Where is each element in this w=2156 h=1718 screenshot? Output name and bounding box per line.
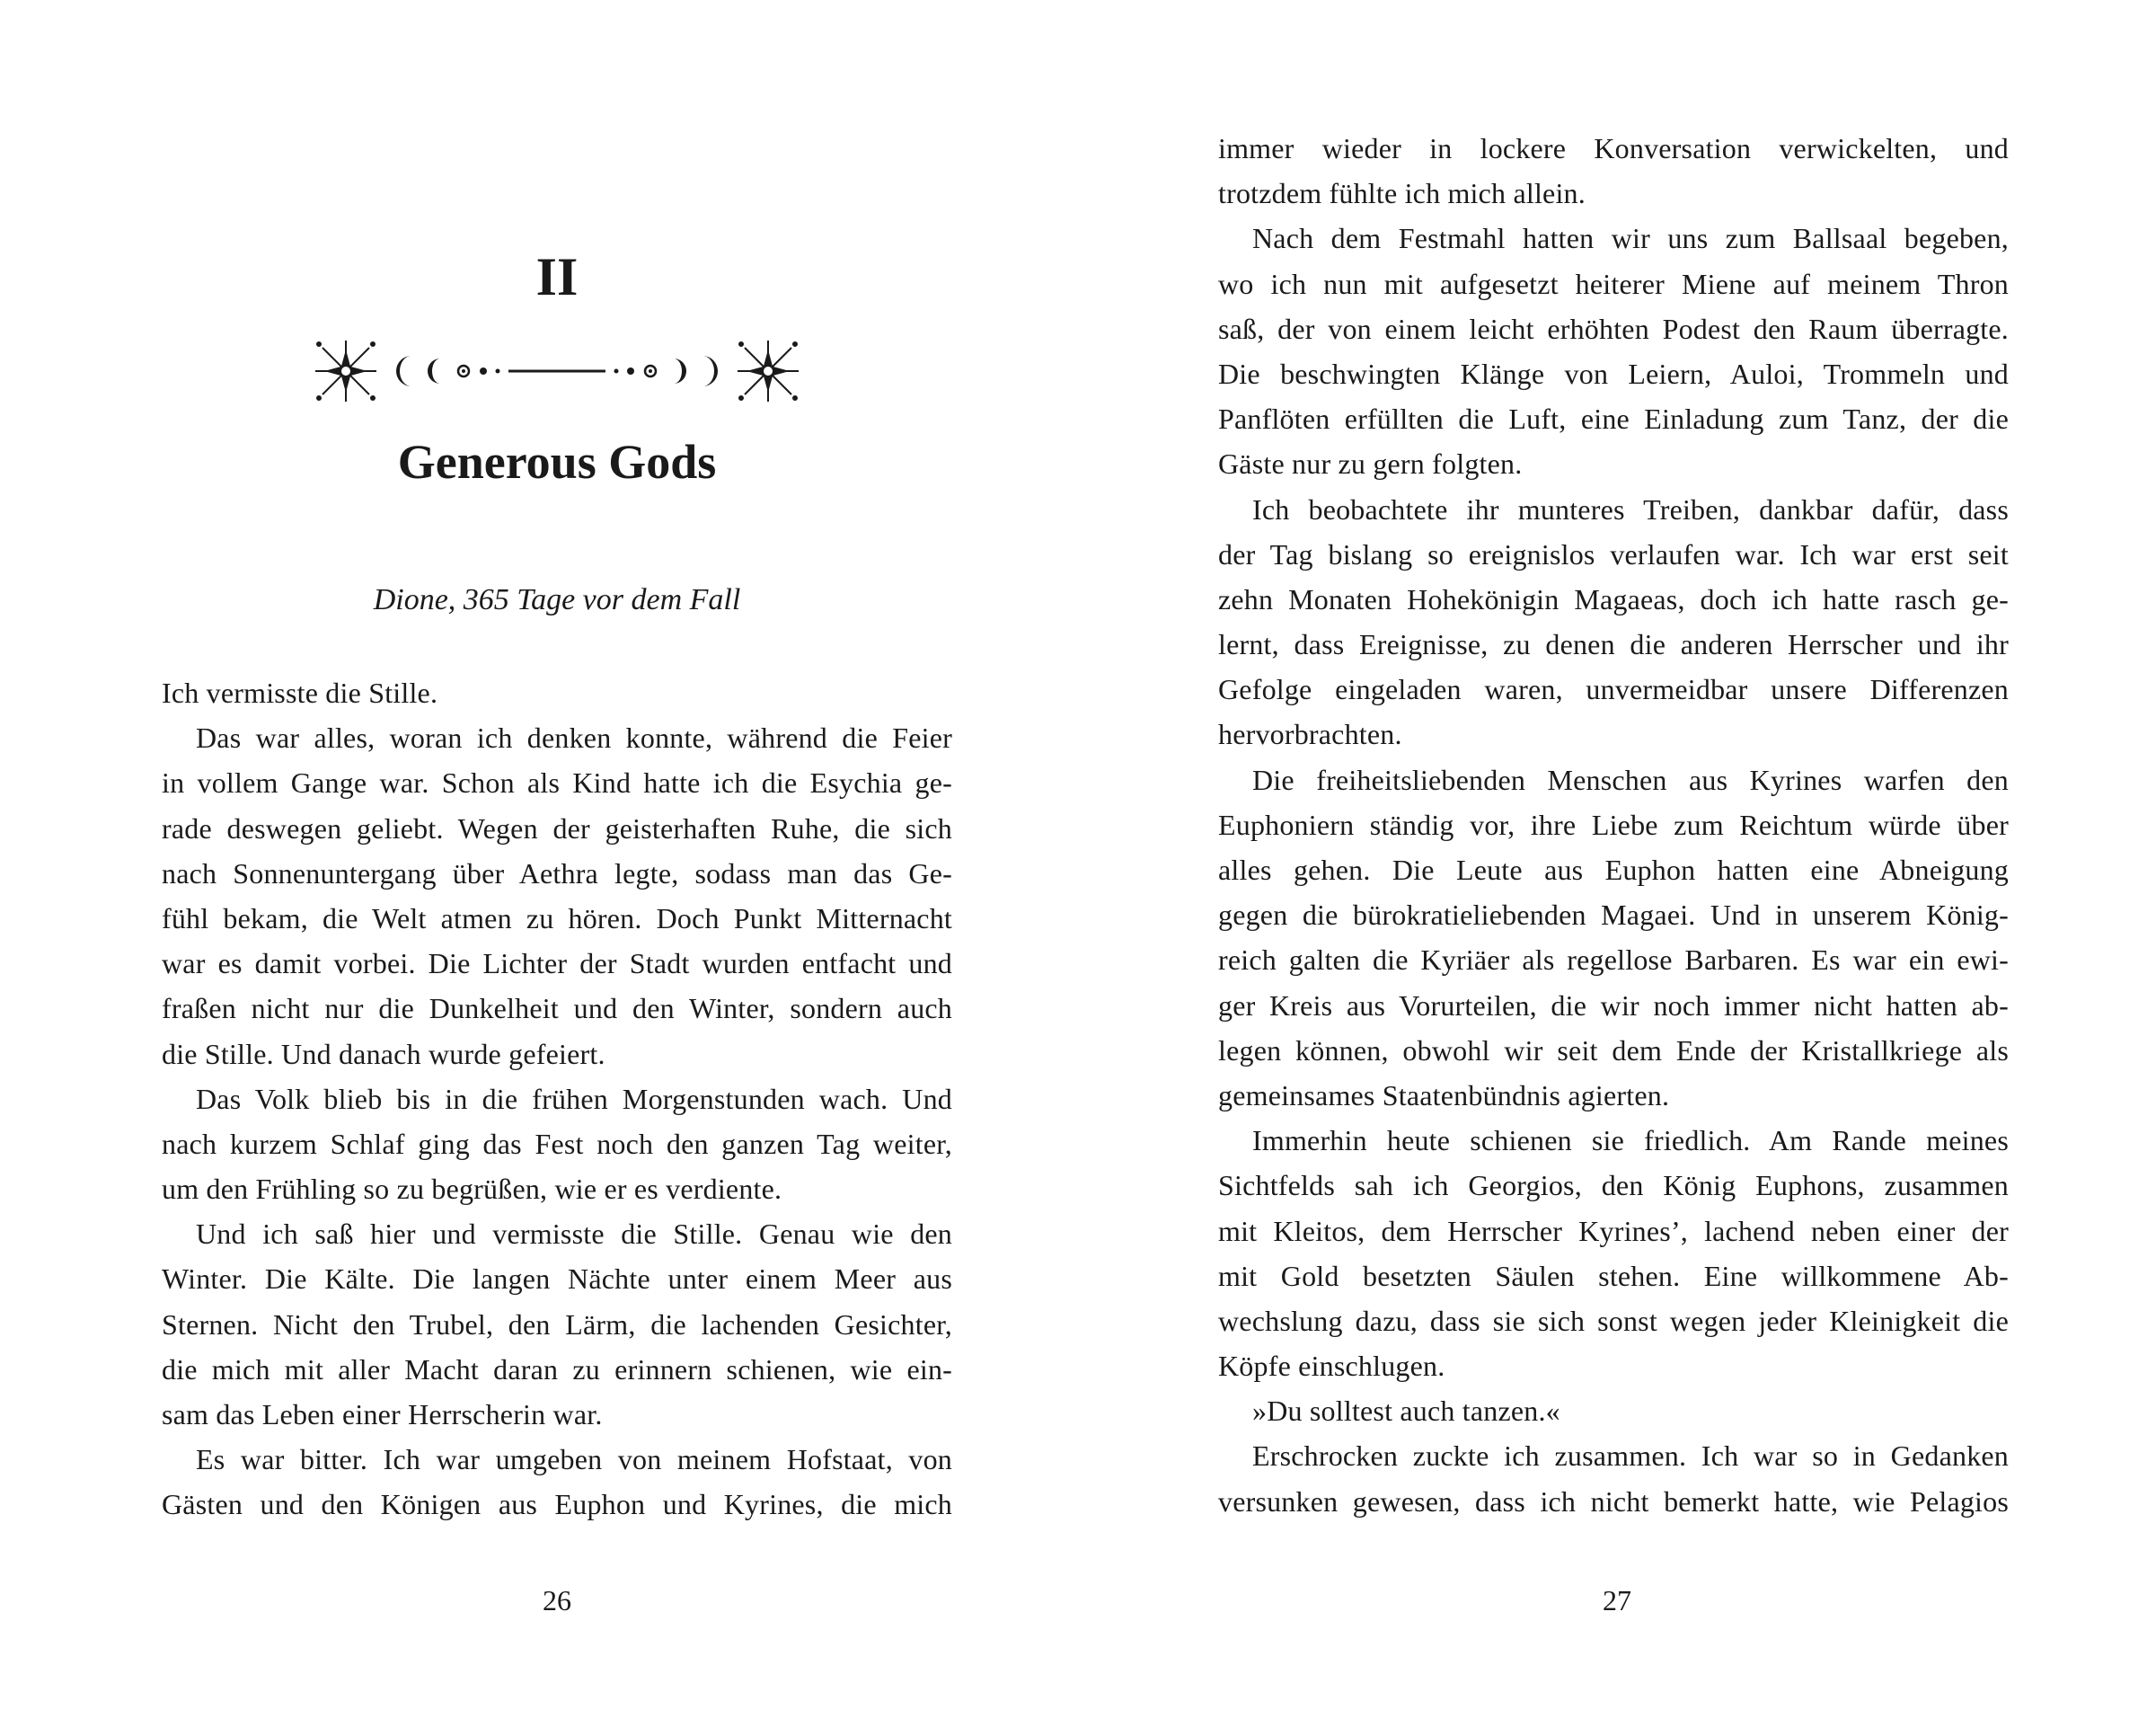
text-line: fühl bekam, die Welt atmen zu hören. Doch Punkt Mitternacht [162,901,952,934]
page-number-left: 26 [543,1584,571,1616]
text-line: Gefolge eingeladen waren, unvermeidbar unsere Differenzen [1218,673,2009,706]
text-line: zehn Monaten Hohekönigin Magaeas, doch ich hatte rasch ge- [1218,582,2009,615]
text-line: versunken gewesen, dass ich nicht bemerkt hatte, wie Pelagios [1218,1484,2009,1518]
text-line: gemeinsames Staatenbündnis agierten. [1218,1078,1670,1111]
text-line: Das war alles, woran ich denken konnte, während die Feier [196,722,952,755]
right-body-text [1218,126,2009,1524]
text-line: nach Sonnenuntergang über Aethra legte, sodass man das Ge- [162,856,952,890]
text-line: fraßen nicht nur die Dunkelheit und den Winter, sondern auch [162,992,952,1025]
text-line: »Du solltest auch tanzen.« [1252,1395,1560,1428]
star-moon-phases-divider-icon [305,331,808,412]
text-line: mit Kleitos, dem Herrscher Kyrines’, lachend neben einer der [1218,1214,2009,1247]
text-line: saß, der von einem leicht erhöhten Podest den Raum überragte. [1218,312,2009,345]
text-line: hervorbrachten. [1218,718,1402,751]
page-number-right: 27 [1603,1584,1631,1616]
text-line: Es war bitter. Ich war umgeben von meinem Hofstaat, von [196,1443,952,1476]
text-line: Ich beobachtete ihr munteres Treiben, dankbar dafür, dass [1252,492,2009,526]
text-line: rade deswegen geliebt. Wegen der geisterhaften Ruhe, die sich [162,811,952,845]
text-line: Die beschwingten Klänge von Leiern, Auloi, Trommeln und [1218,357,2009,390]
text-line: trotzdem fühlte ich mich allein. [1218,177,1586,210]
text-line: sam das Leben einer Herrscherin war. [162,1398,603,1430]
text-line: alles gehen. Die Leute aus Euphon hatten eine Abneigung [1218,854,2009,886]
chapter-number: II [535,247,579,306]
text-line: gegen die bürokratieliebenden Magaei. Und in unserem König- [1218,899,2009,932]
text-line: mit Gold besetzten Säulen stehen. Eine willkommene Ab- [1218,1259,2009,1292]
text-line: Sichtfelds sah ich Georgios, den König Euphons, zusammen [1218,1169,2009,1202]
text-line: Gästen und den Königen aus Euphon und Kyrines, die mich [162,1488,952,1521]
text-line: Sternen. Nicht den Trubel, den Lärm, die lachenden Gesichter, [162,1307,952,1341]
text-line: Nach dem Festmahl hatten wir uns zum Ballsaal begeben, [1252,222,2009,255]
text-line: Das Volk blieb bis in die frühen Morgenstunden wach. Und [196,1082,952,1115]
chapter-title: Generous Gods [397,435,717,489]
text-line: um den Frühling so zu begrüßen, wie er es verdiente. [162,1173,782,1206]
text-line: Winter. Die Kälte. Die langen Nächte unter einem Meer aus [162,1262,952,1296]
text-line: wechslung dazu, dass sie sich sonst wegen jeder Kleinigkeit die [1218,1304,2009,1337]
text-line: die Stille. Und danach wurde gefeiert. [162,1037,605,1070]
text-line: ger Kreis aus Vorurteilen, die wir noch immer nicht hatten ab- [1218,988,2009,1022]
text-line: reich galten die Kyriäer als regellose Barbaren. Es war ein ewi- [1218,943,2009,977]
text-line: Köpfe einschlugen. [1218,1350,1445,1383]
text-line: war es damit vorbei. Die Lichter der Stadt wurden entfacht und [162,947,952,980]
text-line: Erschrocken zuckte ich zusammen. Ich war so in Gedanken [1252,1439,2009,1473]
text-line: Ich vermisste die Stille. [162,677,438,709]
text-line: die mich mit aller Macht daran zu erinnern schienen, wie ein- [162,1352,952,1386]
text-line: Und ich saß hier und vermisste die Stille. Genau wie den [196,1218,952,1251]
text-line: Gäste nur zu gern folgten. [1218,447,1523,481]
text-line: Die freiheitsliebenden Menschen aus Kyrines warfen den [1252,763,2009,796]
text-line: Immerhin heute schienen sie friedlich. Am Rande meines [1252,1124,2009,1157]
text-line: Panflöten erfüllten die Luft, eine Einladung zum Tanz, der die [1218,403,2009,436]
text-line: lernt, dass Ereignisse, zu denen die anderen Herrscher und ihr [1218,628,2009,661]
text-line: wo ich nun mit aufgesetzt heiterer Miene auf meinem Thron [1218,267,2009,300]
text-line: der Tag bislang so ereignislos verlaufen war. Ich war erst seit [1218,537,2009,571]
text-line: in vollem Gange war. Schon als Kind hatte ich die Esychia ge- [162,766,952,800]
text-line: legen können, obwohl wir seit dem Ende der Kristallkriege als [1218,1033,2009,1067]
text-line: nach kurzem Schlaf ging das Fest noch den ganzen Tag weiter, [162,1127,952,1160]
right-page [1078,0,2156,1718]
text-line: Euphoniern ständig vor, ihre Liebe zum Reichtum würde über [1218,808,2009,841]
left-body-text [162,670,952,1528]
text-line: immer wieder in lockere Konversation verwickelten, und [1218,132,2009,164]
chapter-subtitle: Dione, 365 Tage vor dem Fall [373,583,741,616]
